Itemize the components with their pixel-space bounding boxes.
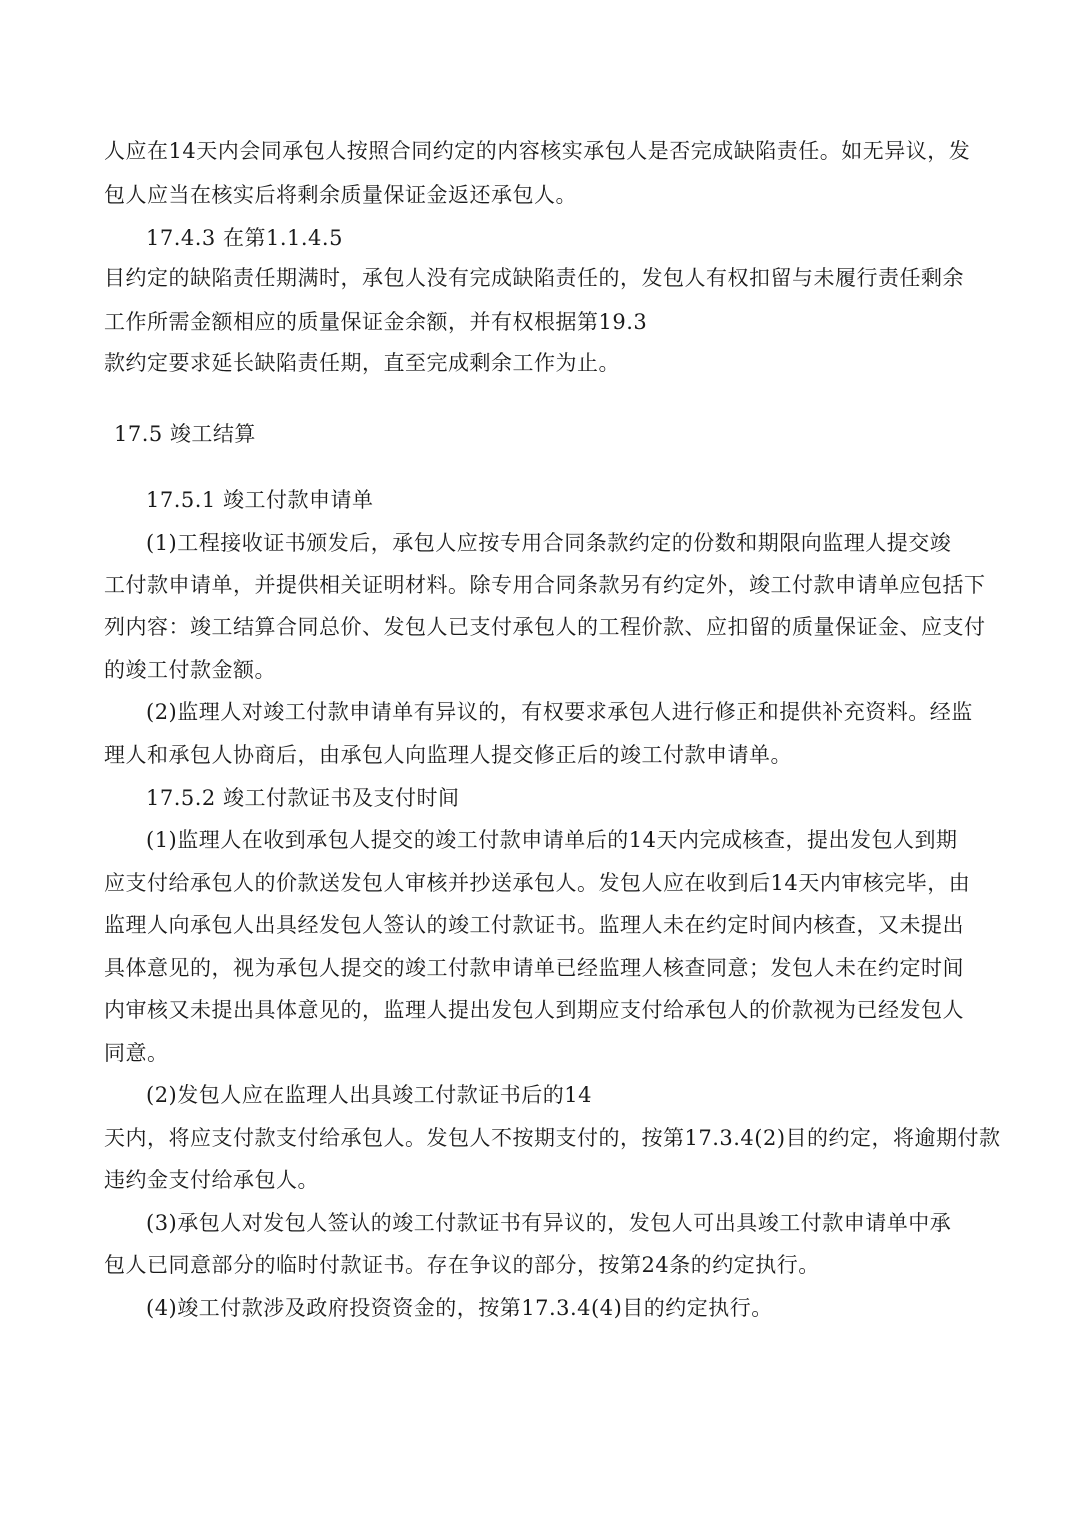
subsection-heading: 17.5.1 竣工付款申请单 (146, 488, 374, 512)
text-line: 理人和承包人协商后，由承包人向监理人提交修正后的竣工付款申请单。 (104, 743, 792, 767)
text-line: 违约金支付给承包人。 (104, 1168, 319, 1192)
text-line: 天内，将应支付款支付给承包人。发包人不按期支付的，按第17.3.4(2)目的约定，将逾期付款 (104, 1126, 1001, 1150)
text-line: (1)工程接收证书颁发后，承包人应按专用合同条款约定的份数和期限向监理人提交竣 (146, 531, 952, 555)
text-line: 的竣工付款金额。 (104, 658, 276, 682)
text-line: (4)竣工付款涉及政府投资资金的，按第17.3.4(4)目的约定执行。 (146, 1296, 773, 1320)
text-line: (2)监理人对竣工付款申请单有异议的，有权要求承包人进行修正和提供补充资料。经监 (146, 700, 973, 724)
text-line: 同意。 (104, 1041, 169, 1065)
text-line: 工作所需金额相应的质量保证金余额，并有权根据第19.3 (104, 310, 648, 334)
text-line: 内审核又未提出具体意见的，监理人提出发包人到期应支付给承包人的价款视为已经发包人 (104, 998, 964, 1022)
text-line: 应支付给承包人的价款送发包人审核并抄送承包人。发包人应在收到后14天内审核完毕，由 (104, 871, 971, 895)
text-line: 工付款申请单，并提供相关证明材料。除专用合同条款另有约定外，竣工付款申请单应包括下 (104, 573, 986, 597)
text-line: 人应在14天内会同承包人按照合同约定的内容核实承包人是否完成缺陷责任。如无异议，发 (104, 139, 971, 163)
text-line: (2)发包人应在监理人出具竣工付款证书后的14 (146, 1083, 592, 1107)
text-line: 目约定的缺陷责任期满时，承包人没有完成缺陷责任的，发包人有权扣留与未履行责任剩余 (104, 266, 964, 290)
text-line: (1)监理人在收到承包人提交的竣工付款申请单后的14天内完成核查，提出发包人到期 (146, 828, 958, 852)
text-line: 包人已同意部分的临时付款证书。存在争议的部分，按第24条的约定执行。 (104, 1253, 820, 1277)
text-line: (3)承包人对发包人签认的竣工付款证书有异议的，发包人可出具竣工付款申请单中承 (146, 1211, 952, 1235)
text-line: 列内容：竣工结算合同总价、发包人已支付承包人的工程价款、应扣留的质量保证金、应支付 (104, 615, 986, 639)
section-heading: 17.5 竣工结算 (114, 422, 256, 446)
text-line: 包人应当在核实后将剩余质量保证金返还承包人。 (104, 183, 577, 207)
text-line: 具体意见的，视为承包人提交的竣工付款申请单已经监理人核查同意；发包人未在约定时间 (104, 956, 964, 980)
text-line: 监理人向承包人出具经发包人签认的竣工付款证书。监理人未在约定时间内核查，又未提出 (104, 913, 964, 937)
text-line: 款约定要求延长缺陷责任期，直至完成剩余工作为止。 (104, 351, 620, 375)
text-line: 17.4.3 在第1.1.4.5 (146, 226, 343, 250)
subsection-heading: 17.5.2 竣工付款证书及支付时间 (146, 786, 460, 810)
